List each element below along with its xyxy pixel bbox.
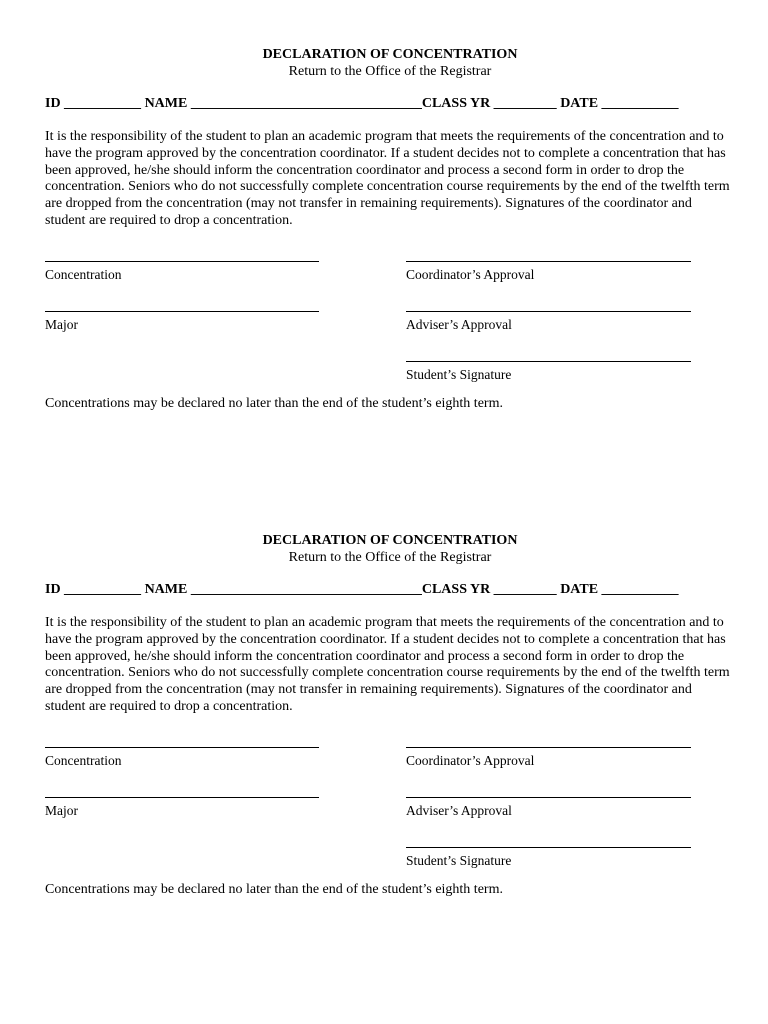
coordinator-approval-label: Coordinator’s Approval bbox=[406, 752, 535, 768]
concentration-signature[interactable] bbox=[45, 747, 319, 769]
signature-line bbox=[406, 847, 691, 848]
date-field[interactable]: DATE ___________ bbox=[556, 582, 679, 597]
major-label: Major bbox=[45, 316, 78, 332]
id-field[interactable]: ID ___________ bbox=[45, 96, 142, 111]
adviser-approval-label: Adviser’s Approval bbox=[406, 802, 512, 818]
major-signature[interactable] bbox=[45, 311, 319, 333]
instructions-paragraph: It is the responsibility of the student to plan an academic program that meets the requirements of the concentration and to have the program approved by the concentration coordinator. If a student decides not to complete a concentration that has been approved, he/she should inform the concentration coordinator and process a second form in order to drop the concentration. Seniors who do not successfully complete concentration course requirements by the end of the twelfth term are dropped from the concentration (may not transfer in remaining requirements). Signatures of the coordinator and student are required to drop a concentration. bbox=[45, 129, 730, 228]
major-label: Major bbox=[45, 802, 78, 818]
concentration-label: Concentration bbox=[45, 266, 122, 282]
signature-line bbox=[406, 261, 691, 262]
signature-line bbox=[45, 261, 319, 262]
adviser-approval-signature[interactable] bbox=[406, 797, 691, 819]
signature-line bbox=[406, 311, 691, 312]
form-subtitle: Return to the Office of the Registrar bbox=[288, 64, 492, 79]
student-signature[interactable] bbox=[406, 361, 691, 383]
concentration-label: Concentration bbox=[45, 752, 122, 768]
id-field[interactable]: ID ___________ bbox=[45, 582, 142, 597]
instructions-paragraph: It is the responsibility of the student to plan an academic program that meets the requirements of the concentration and to have the program approved by the concentration coordinator. If a student decides not to complete a concentration that has been approved, he/she should inform the concentration coordinator and process a second form in order to drop the concentration. Seniors who do not successfully complete concentration course requirements by the end of the twelfth term are dropped from the concentration (may not transfer in remaining requirements). Signatures of the coordinator and student are required to drop a concentration. bbox=[45, 615, 730, 714]
signature-line bbox=[45, 311, 319, 312]
signature-block bbox=[45, 249, 735, 384]
form-subtitle: Return to the Office of the Registrar bbox=[288, 550, 492, 565]
name-field[interactable]: NAME _________________________________ bbox=[141, 96, 422, 111]
concentration-signature[interactable] bbox=[45, 261, 319, 283]
student-signature-label: Student’s Signature bbox=[406, 366, 512, 382]
coordinator-approval-signature[interactable] bbox=[406, 261, 691, 283]
date-field[interactable]: DATE ___________ bbox=[556, 96, 679, 111]
footer-note: Concentrations may be declared no later than the end of the student’s eighth term. bbox=[45, 395, 503, 411]
signature-line bbox=[406, 797, 691, 798]
signature-line bbox=[406, 361, 691, 362]
adviser-approval-label: Adviser’s Approval bbox=[406, 316, 512, 332]
signature-line bbox=[406, 747, 691, 748]
student-signature-label: Student’s Signature bbox=[406, 852, 512, 868]
student-info-line bbox=[45, 581, 735, 598]
signature-block bbox=[45, 735, 735, 870]
signature-line bbox=[45, 747, 319, 748]
adviser-approval-signature[interactable] bbox=[406, 311, 691, 333]
declaration-form-2 bbox=[45, 532, 735, 898]
footer-note: Concentrations may be declared no later than the end of the student’s eighth term. bbox=[45, 881, 503, 897]
name-field[interactable]: NAME _________________________________ bbox=[141, 582, 422, 597]
signature-line bbox=[45, 797, 319, 798]
major-signature[interactable] bbox=[45, 797, 319, 819]
form-title: DECLARATION OF CONCENTRATION bbox=[262, 533, 518, 548]
form-title: DECLARATION OF CONCENTRATION bbox=[262, 47, 518, 62]
class-yr-field[interactable]: CLASS YR _________ bbox=[421, 582, 557, 597]
student-info-line bbox=[45, 95, 735, 112]
declaration-form-1 bbox=[45, 46, 735, 412]
student-signature[interactable] bbox=[406, 847, 691, 869]
coordinator-approval-label: Coordinator’s Approval bbox=[406, 266, 535, 282]
coordinator-approval-signature[interactable] bbox=[406, 747, 691, 769]
class-yr-field[interactable]: CLASS YR _________ bbox=[421, 96, 557, 111]
